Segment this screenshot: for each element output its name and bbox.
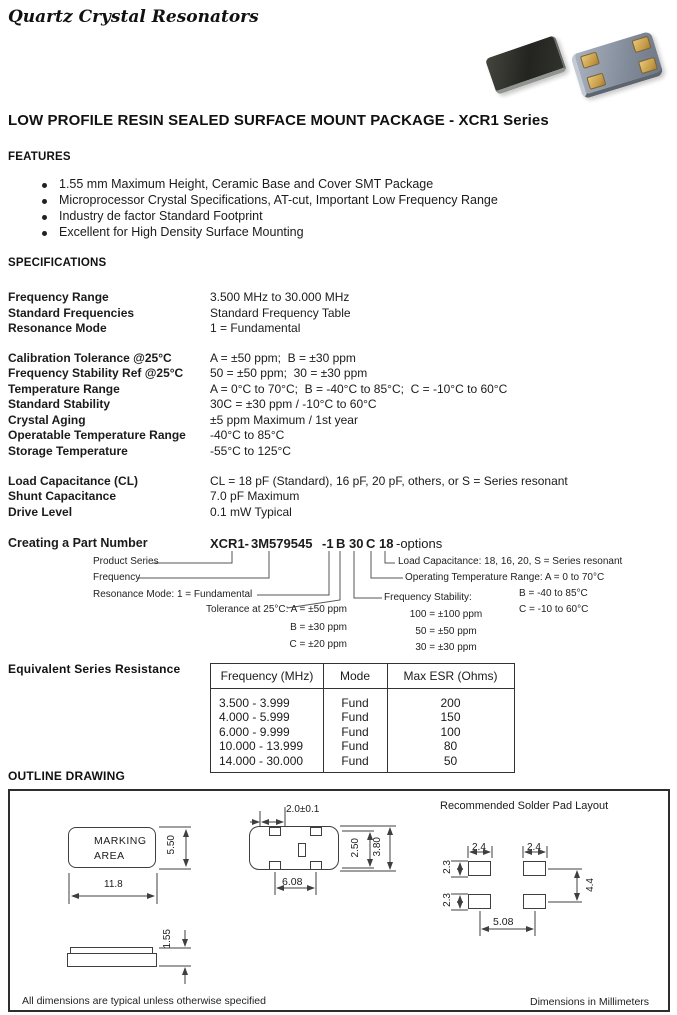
gold-pad bbox=[580, 52, 600, 69]
callout-frequency: Frequency bbox=[93, 572, 141, 583]
bullet-icon bbox=[42, 183, 47, 188]
bullet-icon bbox=[42, 231, 47, 236]
dim-solder-row-pitch: 4.4 bbox=[585, 878, 596, 892]
callout-tolerance-a: Tolerance at 25°C: A = ±50 ppm bbox=[206, 604, 347, 615]
callout-stability-heading: Frequency Stability: bbox=[384, 592, 472, 603]
spec-label: Standard Frequencies bbox=[8, 306, 135, 320]
spec-value: Standard Frequency Table bbox=[210, 306, 351, 320]
esr-cell: 80 bbox=[443, 739, 458, 753]
callout-op-temp-b: B = -40 to 85°C bbox=[519, 588, 588, 599]
esr-cell: 200 bbox=[440, 696, 461, 710]
note-dimensions-typical: All dimensions are typical unless otherwise specified bbox=[22, 995, 266, 1007]
esr-cell: 50 bbox=[443, 754, 458, 768]
solder-pad bbox=[468, 894, 491, 909]
marking-area-outline bbox=[68, 827, 156, 868]
dim-solder-pad-width: 2.4 bbox=[472, 842, 486, 853]
dim-solder-pad-height: 2.3 bbox=[442, 860, 453, 874]
crystal-package-top-image bbox=[485, 35, 567, 95]
spec-value: 7.0 pF Maximum bbox=[210, 489, 300, 503]
crystal-pad bbox=[269, 827, 281, 836]
esr-cell: 4.000 - 5.999 bbox=[219, 710, 290, 724]
spec-label: Temperature Range bbox=[8, 382, 120, 396]
spec-value: A = 0°C to 70°C; B = -40°C to 85°C; C = -10°C to 60°C bbox=[210, 382, 508, 396]
crystal-pad bbox=[310, 827, 322, 836]
pn-segment-frequency: 3M579545 bbox=[251, 536, 313, 551]
esr-col-header: Frequency (MHz) bbox=[220, 669, 314, 683]
esr-cell: Fund bbox=[341, 725, 369, 739]
pn-segment-stability: 30 bbox=[349, 536, 364, 551]
feature-item: Microprocessor Crystal Specifications, AT-cut, Important Low Frequency Range bbox=[59, 193, 498, 207]
spec-label: Standard Stability bbox=[8, 397, 111, 411]
pn-segment-options: -options bbox=[396, 536, 443, 551]
spec-row bbox=[8, 366, 367, 380]
spec-value: 1 = Fundamental bbox=[210, 321, 301, 335]
esr-table bbox=[210, 663, 515, 773]
callout-product-series: Product Series bbox=[93, 556, 159, 567]
spec-row bbox=[8, 413, 358, 427]
gold-pad bbox=[632, 36, 652, 53]
crystal-pad bbox=[269, 861, 281, 870]
callout-stability-50: 50 = ±50 ppm bbox=[415, 626, 477, 637]
table-divider bbox=[211, 688, 514, 689]
spec-value: -55°C to 125°C bbox=[210, 444, 291, 458]
dim-body-width: 11.8 bbox=[104, 879, 123, 890]
outline-heading: OUTLINE DRAWING bbox=[8, 769, 125, 783]
esr-cell: 10.000 - 13.999 bbox=[219, 739, 304, 753]
dim-pad-row-span: 2.50 bbox=[350, 838, 361, 858]
callout-op-temp-a: Operating Temperature Range: A = 0 to 70°C bbox=[405, 572, 605, 583]
solder-pad bbox=[523, 894, 546, 909]
dim-solder-pad-height: 2.3 bbox=[442, 893, 453, 907]
esr-cell: Fund bbox=[341, 710, 369, 724]
solder-pad-layout-title: Recommended Solder Pad Layout bbox=[440, 800, 609, 812]
marking-area-label-2: AREA bbox=[94, 850, 125, 862]
spec-label: Storage Temperature bbox=[8, 444, 128, 458]
esr-cell: 3.500 - 3.999 bbox=[219, 696, 290, 710]
spec-row bbox=[8, 382, 507, 396]
esr-cell: 150 bbox=[440, 710, 461, 724]
callout-resonance-mode: Resonance Mode: 1 = Fundamental bbox=[93, 589, 253, 600]
esr-col-header: Max ESR (Ohms) bbox=[403, 669, 498, 683]
feature-item: Excellent for High Density Surface Mounting bbox=[59, 225, 304, 239]
spec-row bbox=[8, 474, 568, 488]
spec-row bbox=[8, 489, 299, 503]
esr-cell: Fund bbox=[341, 754, 369, 768]
esr-cell: Fund bbox=[341, 696, 369, 710]
esr-cell: Fund bbox=[341, 739, 369, 753]
crystal-package-bottom-image bbox=[570, 31, 664, 100]
page-title: LOW PROFILE RESIN SEALED SURFACE MOUNT PACKAGE - XCR1 Series bbox=[8, 112, 549, 129]
solder-pad bbox=[523, 861, 546, 876]
esr-cell: 100 bbox=[440, 725, 461, 739]
callout-stability-100: 100 = ±100 ppm bbox=[409, 609, 483, 620]
spec-value: 3.500 MHz to 30.000 MHz bbox=[210, 290, 350, 304]
pn-segment-load-cap: 18 bbox=[379, 536, 394, 551]
spec-row bbox=[8, 306, 351, 320]
callout-op-temp-c: C = -10 to 60°C bbox=[519, 604, 589, 615]
crystal-symbol bbox=[298, 843, 306, 857]
pn-segment-temp-range: C bbox=[366, 536, 376, 551]
callout-tolerance-c: C = ±20 ppm bbox=[289, 639, 347, 650]
esr-cell: 14.000 - 30.000 bbox=[219, 754, 304, 768]
callout-tolerance-b: B = ±30 ppm bbox=[290, 622, 347, 633]
spec-label: Load Capacitance (CL) bbox=[8, 474, 139, 488]
esr-heading: Equivalent Series Resistance bbox=[8, 662, 181, 676]
outline-drawing-box bbox=[8, 789, 670, 1012]
bullet-icon bbox=[42, 199, 47, 204]
feature-item: 1.55 mm Maximum Height, Ceramic Base and Cover SMT Package bbox=[59, 177, 434, 191]
specifications-heading: SPECIFICATIONS bbox=[8, 257, 107, 269]
dim-body-height: 5.50 bbox=[166, 835, 177, 855]
dim-solder-pad-width: 2.4 bbox=[527, 842, 541, 853]
note-dimensions-millimeters: Dimensions in Millimeters bbox=[530, 996, 650, 1008]
pn-segment-series: XCR1- bbox=[210, 536, 250, 551]
spec-value: ±5 ppm Maximum / 1st year bbox=[210, 413, 358, 427]
dim-solder-col-pitch: 5.08 bbox=[493, 916, 514, 928]
spec-label: Crystal Aging bbox=[8, 413, 86, 427]
spec-value: 30C = ±30 ppm / -10°C to 60°C bbox=[210, 397, 377, 411]
spec-label: Shunt Capacitance bbox=[8, 489, 117, 503]
dim-pad-offset: 2.0±0.1 bbox=[286, 804, 320, 815]
side-view-body bbox=[67, 953, 157, 967]
bullet-icon bbox=[42, 215, 47, 220]
spec-value: CL = 18 pF (Standard), 16 pF, 20 pF, others, or S = Series resonant bbox=[210, 474, 568, 488]
spec-value: 50 = ±50 ppm; 30 = ±30 ppm bbox=[210, 366, 368, 380]
spec-row bbox=[8, 290, 349, 304]
crystal-pad bbox=[310, 861, 322, 870]
outline-dimension-lines bbox=[10, 791, 668, 1010]
spec-value: 0.1 mW Typical bbox=[210, 505, 292, 519]
product-photo-bottom-view bbox=[572, 30, 662, 98]
dim-thickness: 1.55 bbox=[162, 929, 173, 949]
esr-cell: 6.000 - 9.999 bbox=[219, 725, 290, 739]
callout-stability-30: 30 = ±30 ppm bbox=[415, 642, 477, 653]
spec-label: Drive Level bbox=[8, 505, 73, 519]
spec-value: A = ±50 ppm; B = ±30 ppm bbox=[210, 351, 356, 365]
spec-label: Calibration Tolerance @25°C bbox=[8, 351, 172, 365]
pn-segment-tolerance: B bbox=[336, 536, 346, 551]
marking-area-label-1: MARKING bbox=[94, 835, 147, 847]
dim-body-span: 3.80 bbox=[372, 837, 383, 857]
spec-row bbox=[8, 505, 292, 519]
feature-item: Industry de factor Standard Footprint bbox=[59, 209, 263, 223]
spec-label: Frequency Range bbox=[8, 290, 109, 304]
pn-segment-mode: -1 bbox=[322, 536, 334, 551]
gold-pad bbox=[586, 73, 606, 90]
spec-row bbox=[8, 428, 284, 442]
spec-label: Resonance Mode bbox=[8, 321, 107, 335]
esr-col-header: Mode bbox=[339, 669, 371, 683]
spec-label: Frequency Stability Ref @25°C bbox=[8, 366, 184, 380]
spec-row bbox=[8, 351, 356, 365]
solder-pad bbox=[468, 861, 491, 876]
spec-label: Operatable Temperature Range bbox=[8, 428, 186, 442]
dim-pad-col-span: 6.08 bbox=[282, 876, 303, 888]
bottom-view-outline bbox=[249, 826, 339, 870]
gold-pad bbox=[638, 57, 658, 74]
spec-value: -40°C to 85°C bbox=[210, 428, 285, 442]
spec-row bbox=[8, 321, 300, 335]
part-number-heading: Creating a Part Number bbox=[8, 536, 148, 550]
spec-row bbox=[8, 444, 291, 458]
features-heading: FEATURES bbox=[8, 151, 71, 163]
brand-title: Quartz Crystal Resonators bbox=[8, 7, 259, 27]
callout-load-capacitance: Load Capacitance: 18, 16, 20, S = Series resonant bbox=[398, 556, 623, 567]
spec-row bbox=[8, 397, 377, 411]
product-photo-top-view bbox=[487, 33, 567, 97]
